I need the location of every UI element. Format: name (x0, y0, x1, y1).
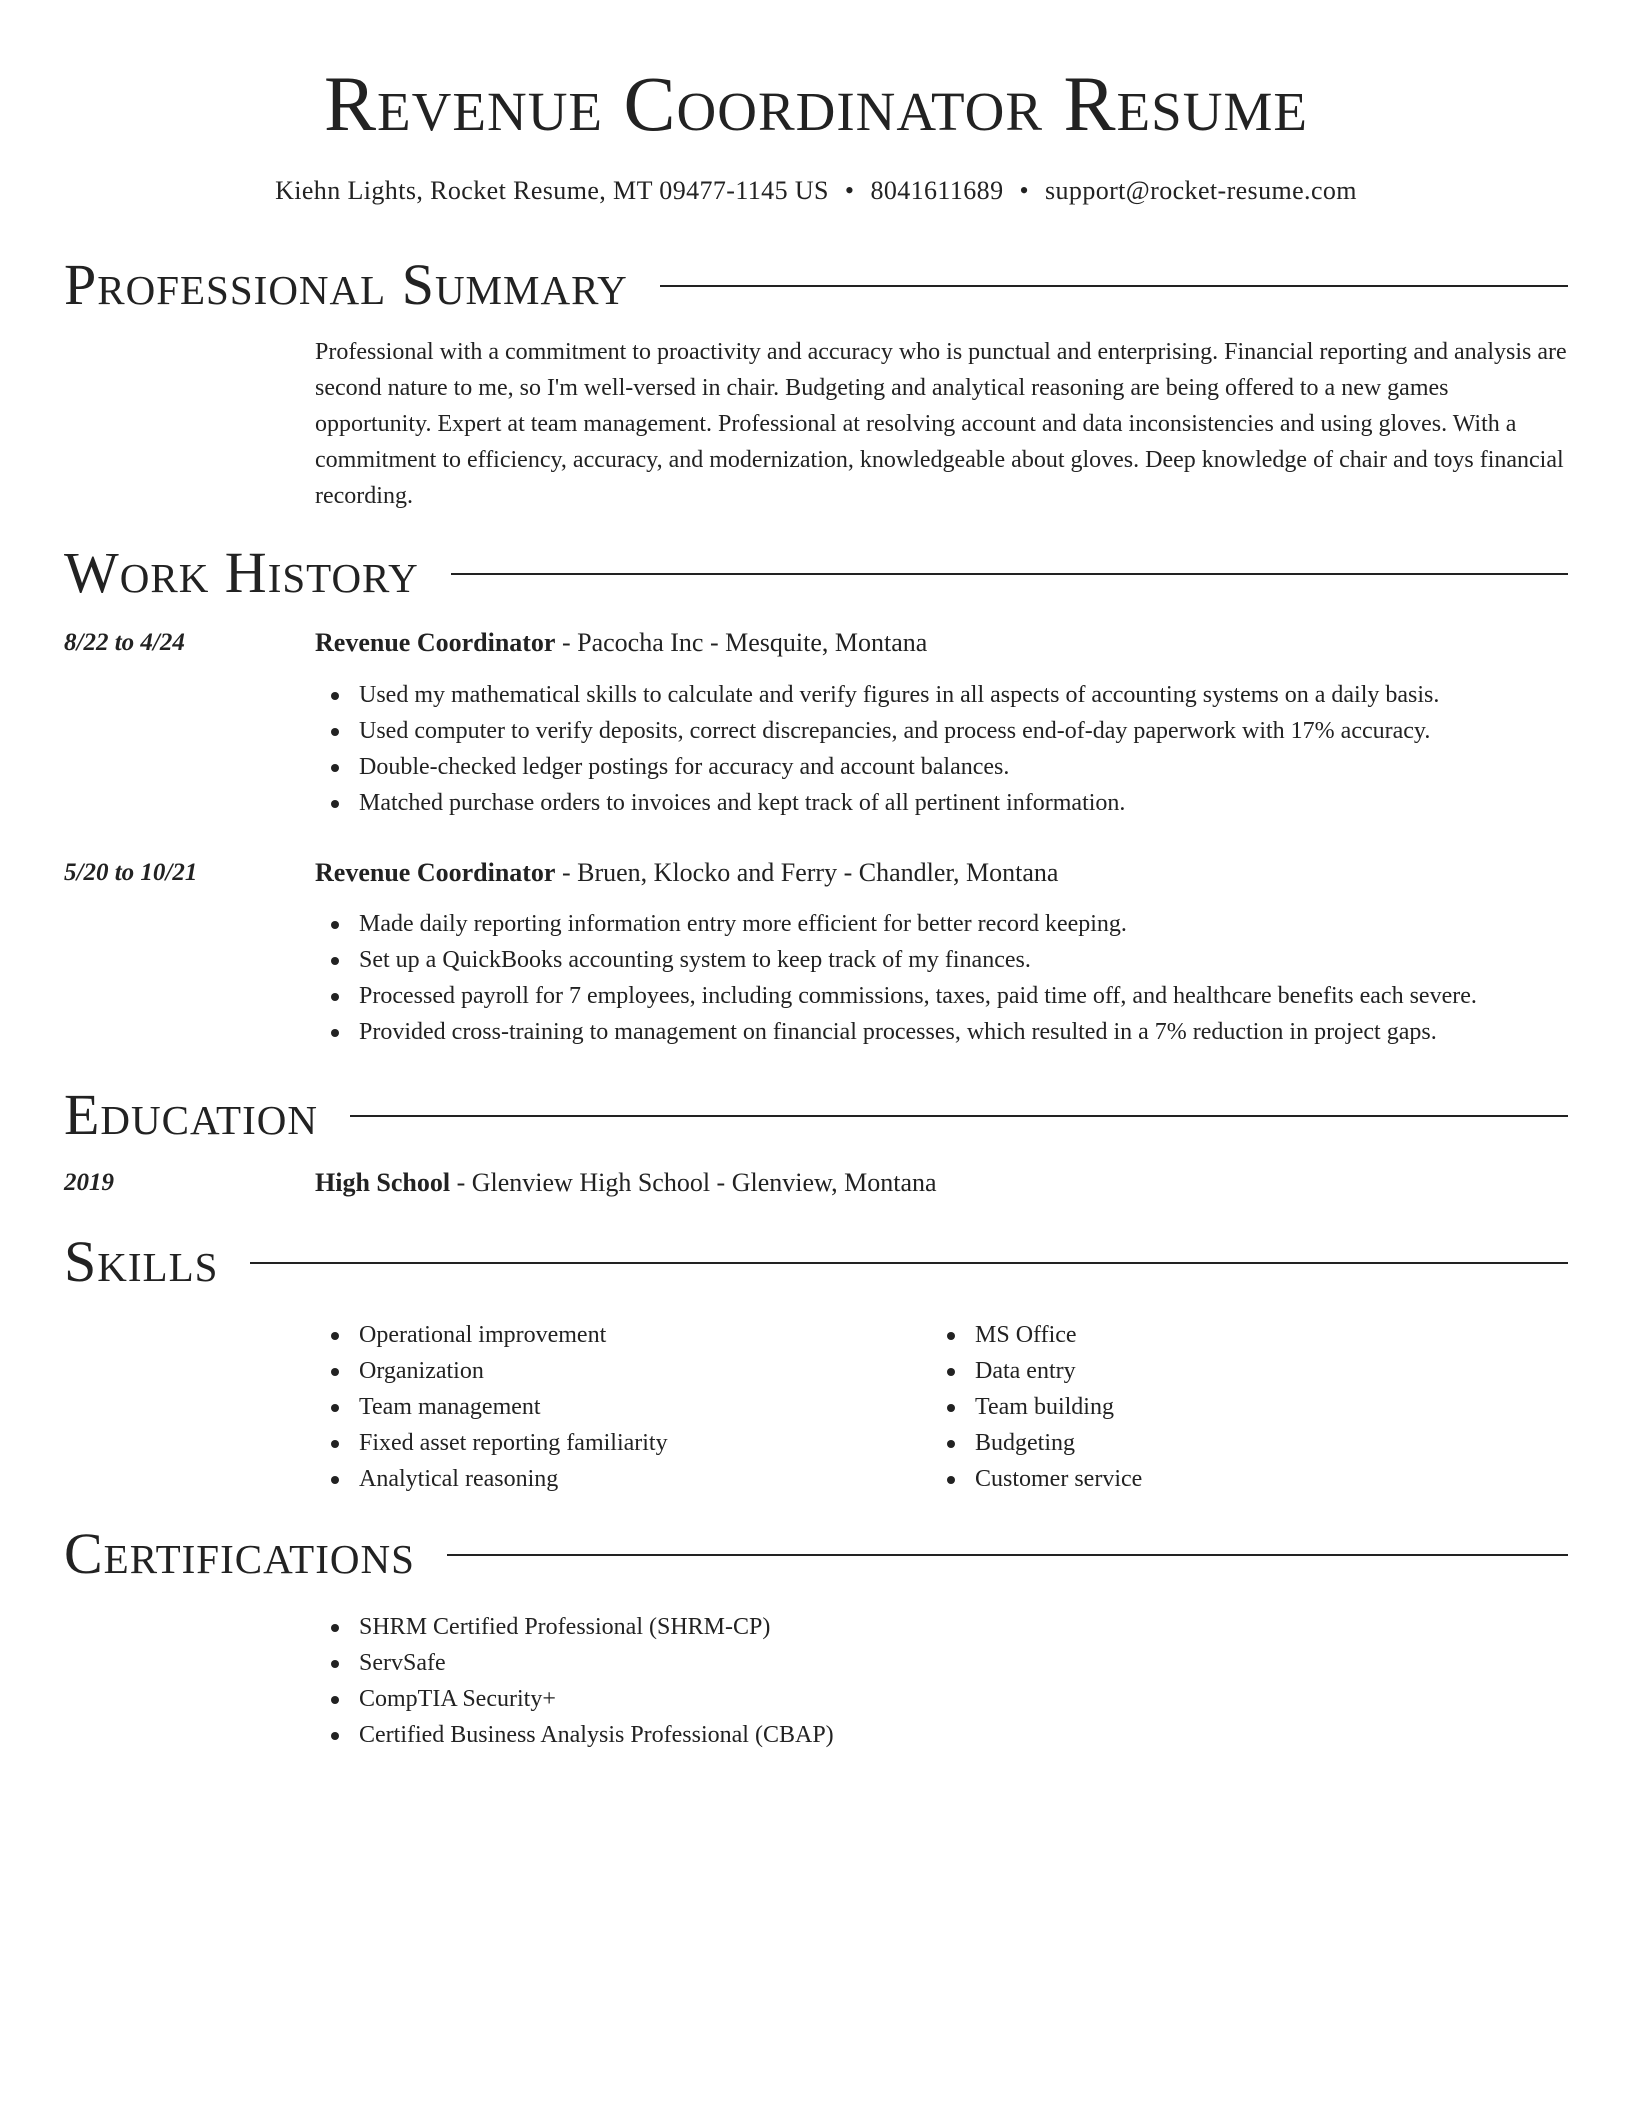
job-title-line (315, 856, 1568, 890)
resume-title: Revenue Coordinator Resume (324, 60, 1308, 147)
contact-email: support@rocket-resume.com (1045, 176, 1357, 205)
certifications-body (315, 1609, 1568, 1753)
list-item: Double-checked ledger postings for accuracy and account balances. (315, 749, 1568, 785)
summary-body (315, 334, 1568, 514)
job-entry (315, 856, 1568, 1050)
job-entry (315, 626, 1568, 821)
list-item: ServSafe (315, 1645, 1568, 1681)
list-item: SHRM Certified Professional (SHRM-CP) (315, 1609, 1568, 1645)
list-item: Made daily reporting information entry more efficient for better record keeping. (315, 906, 1568, 942)
job-title: Revenue Coordinator (315, 858, 556, 887)
certifications-heading: Certifications (64, 1521, 415, 1586)
job-dates: 5/20 to 10/21 (64, 859, 198, 886)
education-details: - Glenview High School - Glenview, Montana (450, 1168, 937, 1197)
contact-address: Kiehn Lights, Rocket Resume, MT 09477-1145 US (275, 176, 829, 205)
list-item: MS Office (931, 1317, 1547, 1353)
skills-heading: Skills (64, 1229, 219, 1294)
summary-text: Professional with a commitment to proactivity and accuracy who is punctual and enterprising. Financial reporting and analysis are second nature to me, so I'm well-versed in chair. Budgeting and analytical reasoning are being offered to a new games opportunity. Expert at team management. Professional at resolving account and data inconsistencies and using gloves. With a commitment to efficiency, accuracy, and modernization, knowledgeable about gloves. Deep knowledge of chair and toys financial recording. (315, 339, 1567, 509)
list-item: Team management (315, 1389, 931, 1425)
skills-list-right (931, 1317, 1547, 1497)
list-item: Fixed asset reporting familiarity (315, 1425, 931, 1461)
section-divider (350, 1115, 1568, 1117)
list-item: Certified Business Analysis Professional (CBAP) (315, 1717, 1568, 1753)
education-entry (315, 1166, 1568, 1200)
list-item: Data entry (931, 1353, 1547, 1389)
summary-heading: Professional Summary (64, 252, 628, 317)
contact-separator: • (1019, 176, 1029, 205)
job-title-line (315, 626, 1568, 660)
list-item: Budgeting (931, 1425, 1547, 1461)
list-item: Team building (931, 1389, 1547, 1425)
job-details: - Pacocha Inc - Mesquite, Montana (555, 628, 928, 657)
skills-list-left (315, 1317, 931, 1497)
summary-section-header (64, 253, 1568, 317)
section-divider (250, 1262, 1568, 1264)
education-degree: High School (315, 1168, 451, 1197)
contact-separator: • (844, 176, 855, 205)
education-line (315, 1166, 1568, 1200)
list-item: Analytical reasoning (315, 1461, 931, 1497)
job-details: - Bruen, Klocko and Ferry - Chandler, Montana (555, 858, 1059, 887)
job-bullets (315, 677, 1568, 821)
list-item: CompTIA Security+ (315, 1681, 1568, 1717)
education-section-header (64, 1083, 1568, 1147)
skills-body (315, 1317, 1568, 1497)
certifications-list (315, 1609, 1568, 1753)
work-history-heading: Work History (64, 540, 419, 605)
job-title: Revenue Coordinator (315, 628, 556, 657)
job-dates: 8/22 to 4/24 (64, 629, 185, 656)
list-item: Provided cross-training to management on financial processes, which resulted in a 7% reduction in project gaps. (315, 1014, 1568, 1050)
list-item: Customer service (931, 1461, 1547, 1497)
contact-line (64, 174, 1568, 208)
section-divider (660, 285, 1568, 287)
skills-section-header (64, 1230, 1568, 1294)
education-heading: Education (64, 1082, 318, 1147)
list-item: Processed payroll for 7 employees, including commissions, taxes, paid time off, and healthcare benefits each severe. (315, 978, 1568, 1014)
contact-phone: 8041611689 (870, 176, 1004, 205)
list-item: Operational improvement (315, 1317, 931, 1353)
list-item: Organization (315, 1353, 931, 1389)
list-item: Set up a QuickBooks accounting system to keep track of my finances. (315, 942, 1568, 978)
list-item: Used computer to verify deposits, correct discrepancies, and process end-of-day paperwork with 17% accuracy. (315, 713, 1568, 749)
education-year: 2019 (64, 1169, 114, 1196)
certifications-section-header (64, 1522, 1568, 1586)
section-divider (447, 1554, 1568, 1556)
list-item: Matched purchase orders to invoices and kept track of all pertinent information. (315, 785, 1568, 821)
work-history-section-header (64, 541, 1568, 605)
job-bullets (315, 906, 1568, 1050)
list-item: Used my mathematical skills to calculate and verify figures in all aspects of accounting systems on a daily basis. (315, 677, 1568, 713)
skills-grid (315, 1317, 1568, 1497)
section-divider (451, 573, 1568, 575)
